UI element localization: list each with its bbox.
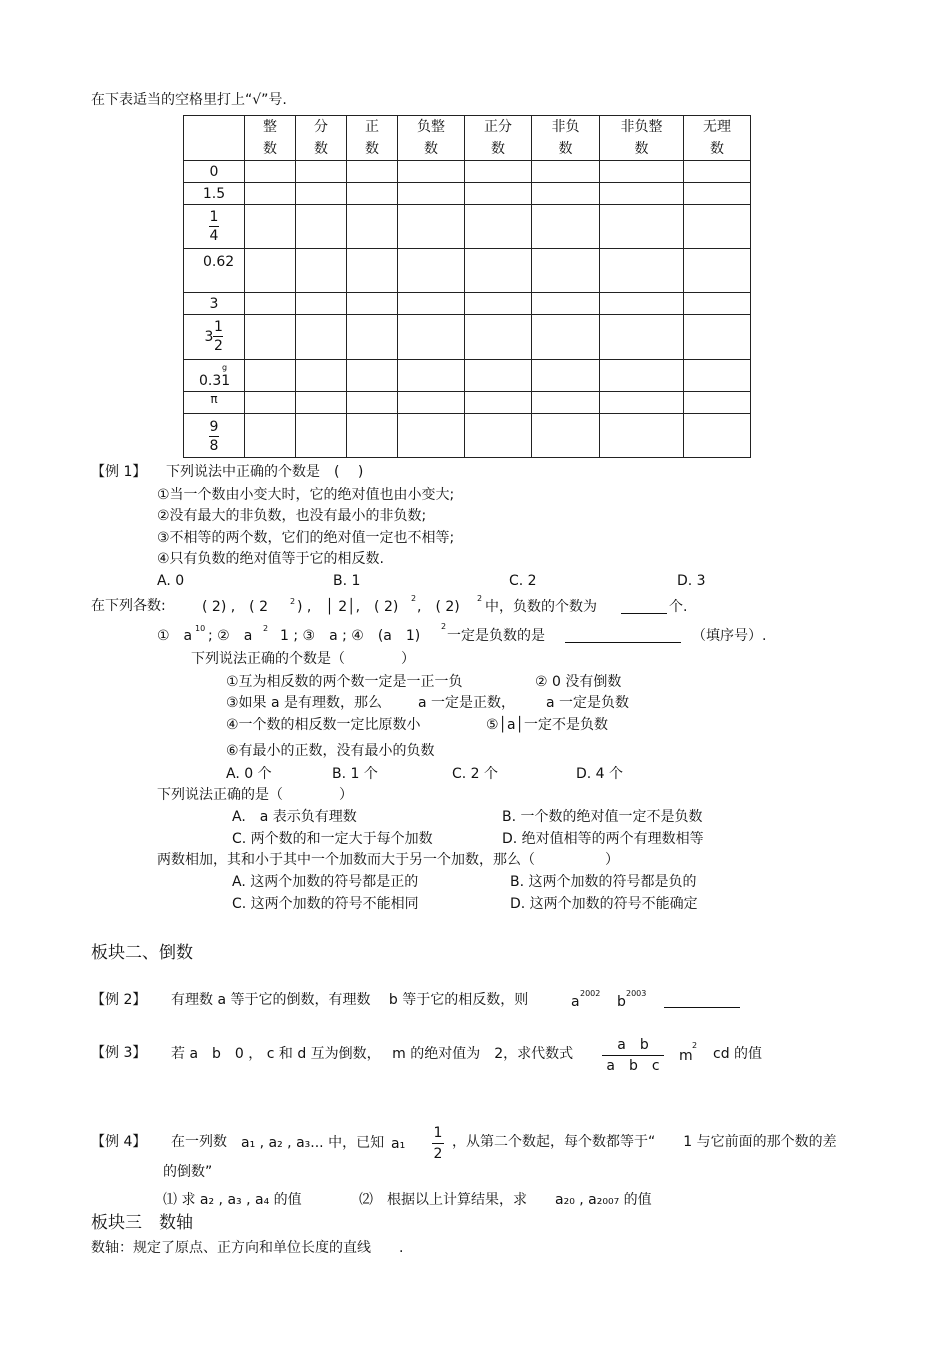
row-label-0-62: 0.62	[184, 249, 245, 293]
q3-exp-3: 2	[441, 622, 447, 631]
q4-option-c: C. 2 个	[452, 766, 499, 782]
row-label-pi: π	[184, 392, 245, 414]
q2-expr-2: ) , │ 2│, ( 2)	[297, 599, 399, 615]
header-fraction-2: 数	[314, 141, 328, 157]
ex3-text: 若 a b 0 ， c 和 d 互为倒数， m 的绝对值为 2，求代数式	[171, 1046, 574, 1062]
header-fraction-1: 分	[314, 119, 328, 135]
ex2-label: 【例 2】	[91, 992, 147, 1008]
q5-option-a: A. a 表示负有理数	[232, 809, 357, 825]
q4-item-3a: ③如果 a 是有理数，那么	[226, 695, 383, 711]
ex4-text-3: 的倒数”	[163, 1164, 213, 1180]
header-nonneg-int-2: 数	[634, 141, 649, 157]
ex1-option-a: A. 0	[157, 573, 185, 589]
header-integer-2: 数	[263, 141, 277, 157]
ex4-label: 【例 4】	[91, 1134, 147, 1150]
ex2-a-exp: 2002	[580, 989, 601, 998]
ex3-frac-num: a b	[617, 1037, 649, 1053]
ex4-a1: a₁	[391, 1136, 406, 1152]
q2-expr-3: , ( 2)	[417, 599, 460, 615]
q2-expr-1: ( 2) , ( 2	[202, 599, 269, 615]
ex1-question: 下列说法中正确的个数是 ( )	[166, 464, 364, 480]
header-nonneg-1: 非负	[551, 119, 580, 135]
frac-den-8: 8	[209, 438, 219, 454]
row-label-3-1-2	[184, 315, 245, 360]
ex4-frac-den: 2	[433, 1146, 443, 1162]
q3-part-4: 一定是负数的是	[447, 628, 545, 644]
row-label-9-8	[184, 414, 245, 458]
q4-item-6: ⑥有最小的正数，没有最小的负数	[226, 743, 435, 759]
q2-answer-blank[interactable]	[621, 612, 667, 614]
intro-text: 在下表适当的空格里打上“√”号.	[91, 92, 287, 108]
q5-option-b: B. 一个数的绝对值一定不是负数	[502, 809, 703, 825]
header-irrational-1: 无理	[703, 119, 731, 135]
header-positive-1: 正	[365, 119, 379, 135]
q4-option-d: D. 4 个	[576, 766, 624, 782]
header-integer-1: 整	[263, 119, 277, 135]
header-nonneg-int-1: 非负整	[620, 119, 663, 135]
ex1-label: 【例 1】	[91, 464, 147, 480]
q4-item-5: ⑤│a│一定不是负数	[486, 717, 608, 733]
q2-exp-2: 2	[411, 594, 417, 603]
header-neg-integer-1: 负整	[417, 119, 445, 135]
q4-question: 下列说法正确的个数是（ ）	[191, 651, 415, 667]
q2-exp-1: 2	[290, 597, 296, 606]
ex3-frac-den: a b c	[606, 1058, 660, 1074]
q3-exp-2: 2	[263, 624, 269, 633]
q2-lead: 在下列各数:	[91, 598, 166, 614]
ex2-a: a	[571, 994, 580, 1010]
frac-num-9: 9	[209, 419, 219, 435]
q5-question: 下列说法正确的是（ ）	[157, 787, 353, 803]
ex1-item-1: ①当一个数由小变大时，它的绝对值也由小变大;	[157, 487, 455, 503]
ex3-m: m	[679, 1048, 693, 1064]
header-pos-fraction-1: 正分	[484, 119, 512, 135]
header-irrational-2: 数	[710, 141, 724, 157]
ex4-fraction	[432, 1126, 444, 1161]
q2-exp-3: 2	[477, 594, 483, 603]
q4-item-3b: a 一定是正数，	[418, 695, 516, 711]
repeat-dot-mark: g	[222, 363, 228, 372]
ex1-option-c: C. 2	[509, 573, 537, 589]
frac-den: 4	[209, 228, 219, 244]
ex4-sequence: a₁ , a₂ , a₃... 中，已知	[241, 1135, 385, 1151]
q3-answer-blank[interactable]	[565, 641, 681, 643]
q5-option-c: C. 两个数的和一定大于每个加数	[232, 831, 433, 847]
ex4-frac-num: 1	[433, 1125, 443, 1141]
ex1-item-2: ②没有最大的非负数，也没有最小的非负数;	[157, 508, 427, 524]
q3-exp-1: 10	[195, 624, 206, 633]
q3-part-1: ① a	[157, 628, 193, 644]
ex4-text-2: ，从第二个数起，每个数都等于“ 1 与它前面的那个数的差	[452, 1134, 837, 1150]
q6-question: 两数相加，其和小于其中一个加数而大于另一个加数，那么（ ）	[157, 852, 619, 868]
number-axis-definition: 数轴：规定了原点、正方向和单位长度的直线 .	[91, 1240, 404, 1256]
q2-tail: 个.	[669, 599, 688, 615]
ex3-fraction	[602, 1038, 664, 1073]
section-2-title: 板块二、倒数	[91, 943, 193, 963]
row-label-0-31-text: 0.31	[199, 373, 231, 389]
q2-expr-4: 中，负数的个数为	[485, 599, 597, 615]
q3-part-2: ; ② a	[208, 628, 253, 644]
ex2-b-exp: 2003	[626, 989, 647, 998]
row-label-1-4	[184, 205, 245, 249]
ex4-text-1: 在一列数	[171, 1134, 227, 1150]
row-label-0: 0	[184, 161, 245, 183]
ex1-option-d: D. 3	[677, 573, 706, 589]
q4-item-4: ④一个数的相反数一定比原数小	[226, 717, 421, 733]
q4-item-3c: a 一定是负数	[546, 695, 630, 711]
q6-option-c: C. 这两个加数的符号不能相同	[232, 896, 419, 912]
ex1-item-3: ③不相等的两个数，它们的绝对值一定也不相等;	[157, 530, 455, 546]
q4-item-1: ①互为相反数的两个数一定是一正一负	[226, 674, 463, 690]
header-positive-2: 数	[365, 141, 379, 157]
header-pos-fraction-2: 数	[491, 141, 505, 157]
row-label-3: 3	[184, 293, 245, 315]
q3-part-3: 1 ; ③ a ; ④ (a 1)	[280, 628, 421, 644]
q3-tail: （填序号）.	[692, 628, 767, 644]
ex3-m-exp: 2	[692, 1041, 698, 1050]
ex4-part-1: ⑴ 求 a₂ , a₃ , a₄ 的值	[163, 1192, 302, 1208]
classification-table	[183, 115, 751, 458]
ex3-tail: cd 的值	[713, 1046, 763, 1062]
section-3-title: 板块三 数轴	[91, 1213, 193, 1233]
mixed-whole: 3	[204, 328, 214, 345]
header-nonneg-2: 数	[558, 141, 573, 157]
q6-option-d: D. 这两个加数的符号不能确定	[510, 896, 698, 912]
mixed-num: 1	[213, 319, 223, 335]
q6-option-b: B. 这两个加数的符号都是负的	[510, 874, 697, 890]
q5-option-d: D. 绝对值相等的两个有理数相等	[502, 831, 704, 847]
q6-option-a: A. 这两个加数的符号都是正的	[232, 874, 419, 890]
frac-num: 1	[209, 209, 219, 225]
ex1-item-4: ④只有负数的绝对值等于它的相反数.	[157, 551, 385, 567]
mixed-den: 2	[213, 338, 223, 354]
ex2-answer-blank[interactable]	[664, 1006, 740, 1008]
row-label-0-31	[184, 360, 245, 392]
ex1-option-b: B. 1	[333, 573, 361, 589]
header-neg-integer-2: 数	[424, 141, 438, 157]
row-label-1-5: 1.5	[184, 183, 245, 205]
ex4-part-2: ⑵ 根据以上计算结果，求 a₂₀ , a₂₀₀₇ 的值	[359, 1192, 652, 1208]
q4-option-a: A. 0 个	[226, 766, 272, 782]
q4-item-2: ② 0 没有倒数	[535, 674, 622, 690]
ex2-b: b	[617, 994, 626, 1010]
ex2-text: 有理数 a 等于它的倒数，有理数 b 等于它的相反数，则	[171, 992, 529, 1008]
ex3-label: 【例 3】	[91, 1045, 147, 1061]
q4-option-b: B. 1 个	[332, 766, 378, 782]
